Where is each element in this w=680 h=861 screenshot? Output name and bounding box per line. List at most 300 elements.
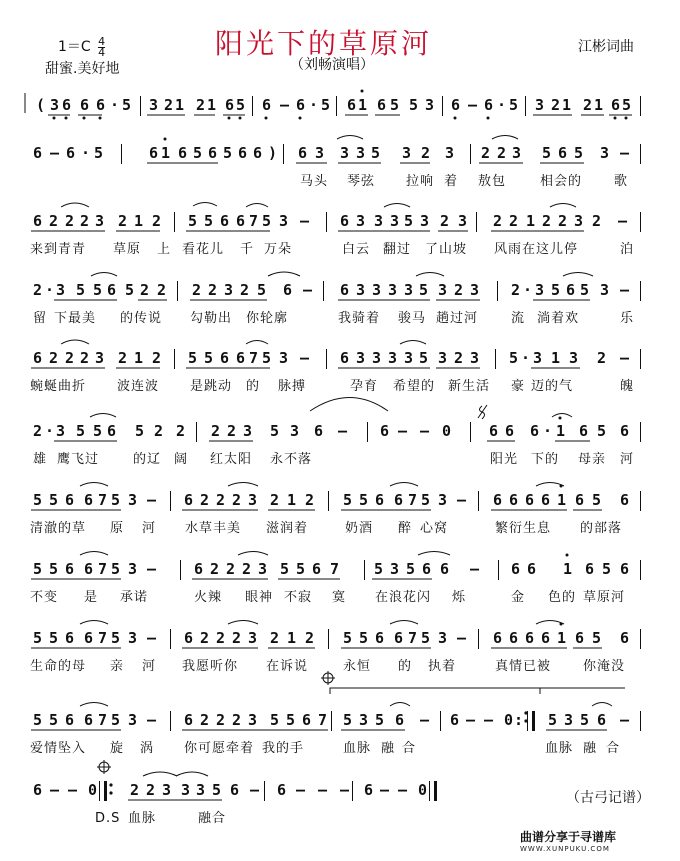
note: 6 <box>184 629 194 647</box>
lyric-text: 不变 <box>30 590 59 605</box>
slur-mark <box>246 341 268 345</box>
note: 6 <box>238 144 248 162</box>
note: · <box>543 422 553 440</box>
note: 5 <box>622 96 632 114</box>
note: 2 <box>493 212 503 230</box>
note: 2 <box>454 349 464 367</box>
note: 3 <box>390 560 400 578</box>
note: – <box>147 560 157 578</box>
lyric-text: 你淹没 <box>583 659 626 674</box>
note: 3 <box>404 281 414 299</box>
note: 6 <box>96 96 106 114</box>
note: 7 <box>318 711 328 729</box>
note: 3 <box>600 281 610 299</box>
note: 5 <box>551 281 561 299</box>
lyric-text: 的传说 <box>120 311 163 326</box>
note: 3 <box>128 711 138 729</box>
note: 6 <box>65 711 75 729</box>
note: 3 <box>458 212 468 230</box>
note: 2 <box>216 491 226 509</box>
lyric-text: 血脉 <box>545 741 574 756</box>
note: 3 <box>356 281 366 299</box>
note: 5 <box>111 560 121 578</box>
lyric-text: 敖包 <box>478 174 507 189</box>
note: 2 <box>157 281 167 299</box>
lyric-text: 魄 <box>620 379 635 394</box>
note: 6 <box>236 349 246 367</box>
note: 6 <box>253 144 263 162</box>
lyric-text: 在浪花闪 <box>375 590 432 605</box>
note: 3 <box>438 491 448 509</box>
lyric-text: 留 <box>33 311 48 326</box>
lyric-text: 奶酒 <box>345 521 374 536</box>
note: 2 <box>305 629 315 647</box>
note: 7 <box>98 560 108 578</box>
note: 2 <box>216 629 226 647</box>
slur-mark <box>61 340 89 344</box>
note: 6 <box>298 144 308 162</box>
note: 2 <box>152 212 162 230</box>
note: – <box>620 144 630 162</box>
note: – <box>484 711 494 729</box>
slur-mark <box>400 341 426 345</box>
note: 5 <box>193 144 203 162</box>
note: · <box>110 96 120 114</box>
note: 3 <box>196 781 206 799</box>
note: – <box>300 349 310 367</box>
lyric-text: 永恒 <box>343 659 372 674</box>
note: 2 <box>140 281 150 299</box>
note: 2 <box>454 281 464 299</box>
note: 3 <box>258 560 268 578</box>
note: 3 <box>564 711 574 729</box>
lyric-text: 你可愿牵着 <box>184 741 255 756</box>
octave-dot <box>65 117 68 120</box>
lyric-text: 河 <box>142 659 157 674</box>
note: 6 <box>493 629 503 647</box>
note: 6 <box>225 96 235 114</box>
note: 6 <box>530 422 540 440</box>
note: 5 <box>262 212 272 230</box>
tempo-marking: 甜蜜.美好地 <box>45 61 120 77</box>
repeat-dot <box>524 719 527 722</box>
note: 5 <box>93 281 103 299</box>
slur-mark <box>384 204 410 208</box>
slur-mark <box>228 483 258 487</box>
note: 3 <box>390 212 400 230</box>
slur-mark <box>80 621 108 625</box>
octave-dot <box>559 417 562 420</box>
slur-mark <box>228 621 258 625</box>
note: · <box>521 349 531 367</box>
note: 2 <box>164 96 174 114</box>
octave-dot <box>83 117 86 120</box>
note: 6 <box>558 144 568 162</box>
note: 6 <box>107 281 117 299</box>
note: 7 <box>408 629 418 647</box>
note: 6 <box>394 629 404 647</box>
repeat-dot <box>109 791 112 794</box>
lyric-text: 爱情坠入 <box>30 741 87 756</box>
lyric-text: 来到青青 <box>30 242 87 257</box>
note: 6 <box>525 629 535 647</box>
slur-mark <box>592 703 612 707</box>
note: 6 <box>440 560 450 578</box>
lyric-text: 血脉 <box>128 811 157 826</box>
note: 2 <box>558 212 568 230</box>
note: 6 <box>236 212 246 230</box>
lyric-text: 是跳动 <box>190 379 233 394</box>
note: – <box>420 422 430 440</box>
note: 5 <box>580 711 590 729</box>
note: 7 <box>98 491 108 509</box>
octave-dot <box>614 117 617 120</box>
note: 6 <box>347 96 357 114</box>
note: 1 <box>557 491 567 509</box>
note: 6 <box>84 629 94 647</box>
lyric-text: 阳光 <box>490 452 519 467</box>
note: 3 <box>356 144 366 162</box>
slur-mark <box>193 203 217 207</box>
lyric-text: 河 <box>620 452 635 467</box>
repeat-dot <box>524 711 527 714</box>
note: 2 <box>49 212 59 230</box>
note: 2 <box>146 781 156 799</box>
octave-dot <box>625 117 628 120</box>
volta-bracket <box>540 688 625 694</box>
note: 2 <box>232 711 242 729</box>
note: – <box>147 711 157 729</box>
octave-dot <box>164 138 167 141</box>
lyric-text: 骏马 <box>398 311 427 326</box>
octave-dot <box>299 117 302 120</box>
note: 5 <box>419 349 429 367</box>
note: 6 <box>149 144 159 162</box>
note: 6 <box>620 629 630 647</box>
coda-icon <box>321 671 335 685</box>
note: 6 <box>575 629 585 647</box>
note: 5 <box>592 491 602 509</box>
note: 3 <box>445 144 455 162</box>
note: 2 <box>421 144 431 162</box>
note: 7 <box>98 629 108 647</box>
note: 0 <box>504 711 514 729</box>
note: 3 <box>438 281 448 299</box>
lyric-text: 流 <box>511 311 526 326</box>
lyric-text: 下最美 <box>54 311 97 326</box>
note: – <box>68 781 78 799</box>
note: 6 <box>65 560 75 578</box>
note: 1 <box>287 491 297 509</box>
note: 2 <box>305 491 315 509</box>
note: 3 <box>248 491 258 509</box>
note: 5 <box>135 422 145 440</box>
note: 6 <box>230 781 240 799</box>
lyric-text: 繁衍生息 <box>495 521 552 536</box>
octave-dot <box>228 117 231 120</box>
note: – <box>420 711 430 729</box>
note: 2 <box>200 711 210 729</box>
note: 3 <box>404 349 414 367</box>
lyric-text: 乐 <box>620 311 635 326</box>
note: 5 <box>111 711 121 729</box>
lyric-text: 生命的母 <box>30 659 87 674</box>
note: 1 <box>161 144 171 162</box>
lyric-text: 波连波 <box>117 379 160 394</box>
note: 2 <box>154 422 164 440</box>
note: 6 <box>62 96 72 114</box>
note: 5 <box>509 349 519 367</box>
slur-mark <box>310 398 388 412</box>
note: 5 <box>212 781 222 799</box>
note: 6 <box>377 96 387 114</box>
note: · <box>309 96 319 114</box>
note: 5 <box>262 349 272 367</box>
note: 6 <box>566 281 576 299</box>
note: 5 <box>296 560 306 578</box>
note: 2 <box>270 629 280 647</box>
lyric-text: 马头 <box>300 174 329 189</box>
lyric-text: 融 <box>381 741 396 756</box>
lyric-text: 淌着欢 <box>537 311 580 326</box>
lyric-text: 合 <box>402 741 417 756</box>
note: 2 <box>210 560 220 578</box>
note: 3 <box>533 349 543 367</box>
note: – <box>470 560 480 578</box>
note: – <box>280 96 290 114</box>
lyric-text: 趟过河 <box>436 311 479 326</box>
octave-dot <box>487 117 490 120</box>
lyric-text: 母亲 <box>578 452 607 467</box>
time-bottom: 4 <box>98 45 106 59</box>
slur-mark <box>390 703 410 707</box>
note: 6 <box>493 491 503 509</box>
note: 3 <box>438 349 448 367</box>
note: 1 <box>287 629 297 647</box>
note: 2 <box>176 422 186 440</box>
lyric-text: 合 <box>606 741 621 756</box>
slur-mark <box>90 414 116 418</box>
slur-mark <box>143 772 177 776</box>
octave-dot <box>560 485 563 488</box>
lyric-text: 脉搏 <box>278 379 307 394</box>
note: 2 <box>152 349 162 367</box>
note: · <box>81 144 91 162</box>
note: 3 <box>181 781 191 799</box>
lyric-text: 永不落 <box>270 452 313 467</box>
note: 3 <box>470 349 480 367</box>
note: 5 <box>111 629 121 647</box>
lyric-text: 着 <box>444 174 459 189</box>
note: 6 <box>620 422 630 440</box>
note: 2 <box>597 349 607 367</box>
slur-mark <box>80 552 108 556</box>
note: 3 <box>340 144 350 162</box>
lyric-text: 千 <box>240 242 255 257</box>
note: 2 <box>200 629 210 647</box>
lyric-text: 阔 <box>174 452 189 467</box>
song-title: 阳光下的草原河 <box>215 27 433 60</box>
note: 6 <box>364 781 374 799</box>
note: 5 <box>404 212 414 230</box>
note: 2 <box>242 560 252 578</box>
octave-dot <box>560 623 563 626</box>
time-top: 4 <box>98 34 106 48</box>
lyric-text: 草原河 <box>583 590 626 605</box>
note: – <box>457 491 467 509</box>
note: 2 <box>497 144 507 162</box>
note: 5 <box>602 560 612 578</box>
note: 3 <box>50 96 60 114</box>
lyric-text: 拉响 <box>406 174 435 189</box>
note: 3 <box>128 629 138 647</box>
note: 7 <box>249 349 259 367</box>
note: 5 <box>49 711 59 729</box>
note: 1 <box>563 560 573 578</box>
note: 2 <box>440 212 450 230</box>
note: 5 <box>236 96 246 114</box>
note: 3 <box>535 281 545 299</box>
note: 6 <box>527 560 537 578</box>
note: – <box>340 781 350 799</box>
note: 5 <box>204 349 214 367</box>
note: 5 <box>223 144 233 162</box>
lyric-text: 的 <box>398 659 413 674</box>
note: 6 <box>184 491 194 509</box>
lyric-text: 琴弦 <box>347 174 376 189</box>
note: 5 <box>49 560 59 578</box>
note: 6 <box>277 781 287 799</box>
note: 5 <box>270 422 280 440</box>
note: 6 <box>178 144 188 162</box>
note: 6 <box>302 711 312 729</box>
note: 2 <box>270 491 280 509</box>
note: 2 <box>240 281 250 299</box>
lyric-text: 风雨在这儿停 <box>494 242 579 257</box>
note: – <box>300 212 310 230</box>
lyric-text: D.S <box>95 811 121 826</box>
slur-mark <box>552 414 572 418</box>
note: 6 <box>312 560 322 578</box>
slur-mark <box>492 136 518 140</box>
note: 6 <box>611 96 621 114</box>
note: 6 <box>525 491 535 509</box>
note: 6 <box>509 491 519 509</box>
note: 6 <box>194 560 204 578</box>
octave-dot <box>454 117 457 120</box>
slur-mark <box>61 203 89 207</box>
note: 3 <box>569 349 579 367</box>
note: 5 <box>409 96 419 114</box>
lyric-text: 万朵 <box>264 242 293 257</box>
note: 7 <box>98 711 108 729</box>
note: 5 <box>343 711 353 729</box>
note: 2 <box>80 349 90 367</box>
key-label: 1＝C <box>58 39 91 55</box>
note: 6 <box>489 422 499 440</box>
note: 6 <box>575 491 585 509</box>
note: 3 <box>374 212 384 230</box>
note: 2 <box>80 212 90 230</box>
lyric-text: 融 <box>583 741 598 756</box>
lyric-text: 眼神 <box>245 590 274 605</box>
note: 5 <box>390 96 400 114</box>
lyric-text: 我愿听你 <box>182 659 239 674</box>
lyric-text: 豪 <box>511 379 526 394</box>
note: 3 <box>315 144 325 162</box>
note: 2 <box>583 96 593 114</box>
note: 5 <box>580 281 590 299</box>
note: 0 <box>88 781 98 799</box>
slur-mark <box>416 273 444 277</box>
lyric-text: 新生活 <box>448 379 491 394</box>
note: 3 <box>162 781 172 799</box>
segno-icon <box>478 405 487 419</box>
lyric-text: 金 <box>511 590 526 605</box>
note: 5 <box>321 96 331 114</box>
note: · <box>523 281 533 299</box>
octave-dot <box>361 90 364 93</box>
lyric-text: 火辣 <box>194 590 223 605</box>
transcriber-credit: （古弓记谱） <box>566 790 650 806</box>
note: 2 <box>481 144 491 162</box>
note: 2 <box>33 281 43 299</box>
slur-mark <box>80 703 108 707</box>
note: 2 <box>542 212 552 230</box>
note: 2 <box>208 281 218 299</box>
note: 6 <box>394 491 404 509</box>
note: 1 <box>526 212 536 230</box>
note: – <box>147 491 157 509</box>
note: – <box>318 781 328 799</box>
note: 7 <box>408 491 418 509</box>
note: 2 <box>196 96 206 114</box>
note: 1 <box>594 96 604 114</box>
lyric-text: 融合 <box>198 811 227 826</box>
watermark-url: WWW.XUNPUKU.COM <box>520 845 610 853</box>
note: 3 <box>128 491 138 509</box>
note: 2 <box>232 491 242 509</box>
note: 5 <box>125 281 135 299</box>
note: ( <box>36 96 46 114</box>
note: 5 <box>371 144 381 162</box>
note: – <box>457 629 467 647</box>
note: 6 <box>375 629 385 647</box>
note: – <box>620 349 630 367</box>
note: 6 <box>505 422 515 440</box>
note: 2 <box>232 629 242 647</box>
note: 6 <box>33 349 43 367</box>
note: 5 <box>122 96 132 114</box>
note: – <box>50 781 60 799</box>
note: 6 <box>283 281 293 299</box>
note: – <box>338 422 348 440</box>
note: · <box>45 281 55 299</box>
note: 6 <box>208 144 218 162</box>
note: 2 <box>511 281 521 299</box>
note: – <box>620 281 630 299</box>
lyric-text: 河 <box>142 521 157 536</box>
note: 6 <box>375 491 385 509</box>
note: · <box>497 96 507 114</box>
lyric-text: 旋 <box>110 741 125 756</box>
note: 6 <box>220 212 230 230</box>
note: 2 <box>49 349 59 367</box>
note: 5 <box>374 560 384 578</box>
lyric-text: 涡 <box>140 741 155 756</box>
octave-dot <box>53 117 56 120</box>
lyric-text: 雄 <box>33 452 48 467</box>
